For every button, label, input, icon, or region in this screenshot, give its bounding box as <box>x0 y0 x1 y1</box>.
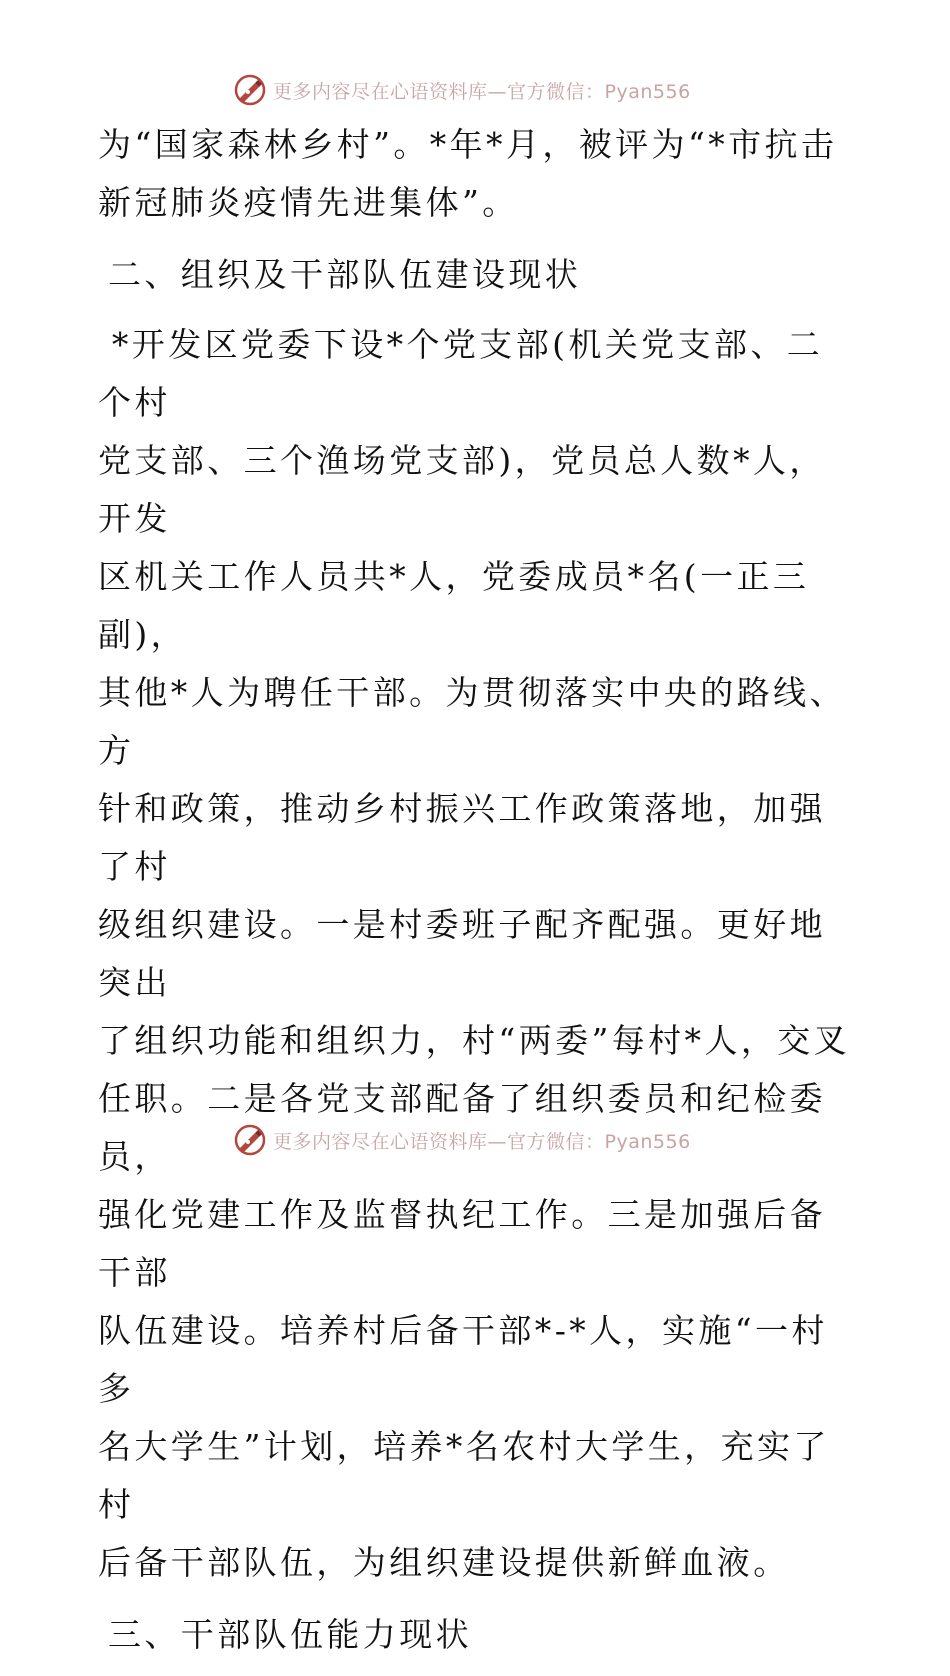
section-heading <box>98 1606 858 1664</box>
text-line: 了组织功能和组织力，村“两委”每村*人，交叉 <box>98 1021 851 1060</box>
text-line: 党支部、三个渔场党支部)，党员总人数*人，开发 <box>98 441 826 538</box>
text-line: 其他*人为聘任干部。为贯彻落实中央的路线、方 <box>98 673 846 770</box>
watermark-text: 更多内容尽在心语资料库—官方微信：Pyan556 <box>273 80 691 103</box>
text-line: 名大学生”计划，培养*名农村大学生，充实了村 <box>98 1427 830 1524</box>
watermark-text: 更多内容尽在心语资料库—官方微信：Pyan556 <box>273 1130 691 1153</box>
footer-watermark <box>233 1122 691 1158</box>
header-watermark <box>233 72 691 108</box>
text-line: *开发区党委下设*个党支部(机关党支部、二个村 <box>98 325 824 422</box>
text-line: 后备干部队伍，为组织建设提供新鲜血液。 <box>98 1543 790 1582</box>
text-line: 队伍建设。培养村后备干部*-*人，实施“一村多 <box>98 1311 828 1408</box>
body-paragraph <box>98 316 858 1592</box>
red-pen-logo-icon <box>233 1123 267 1157</box>
text-line: 区机关工作人员共*人，党委成员*名(一正三副)， <box>98 557 810 654</box>
text-line: 为“国家森林乡村”。*年*月，被评为“*市抗击 <box>98 125 838 164</box>
text-line: 三、干部队伍能力现状 <box>108 1615 472 1654</box>
text-line: 任职。二是各党支部配备了组织委员和纪检委员， <box>98 1079 826 1176</box>
text-line: 二、组织及干部队伍建设现状 <box>108 255 582 294</box>
document-body <box>98 116 858 1676</box>
section-heading <box>98 246 858 304</box>
text-line: 针和政策，推动乡村振兴工作政策落地，加强了村 <box>98 789 826 886</box>
text-line: 强化党建工作及监督执纪工作。三是加强后备干部 <box>98 1195 826 1292</box>
body-paragraph <box>98 116 858 232</box>
text-line: 新冠肺炎疫情先进集体”。 <box>98 183 519 222</box>
text-line: 级组织建设。一是村委班子配齐配强。更好地突出 <box>98 905 826 1002</box>
red-pen-logo-icon <box>233 73 267 107</box>
